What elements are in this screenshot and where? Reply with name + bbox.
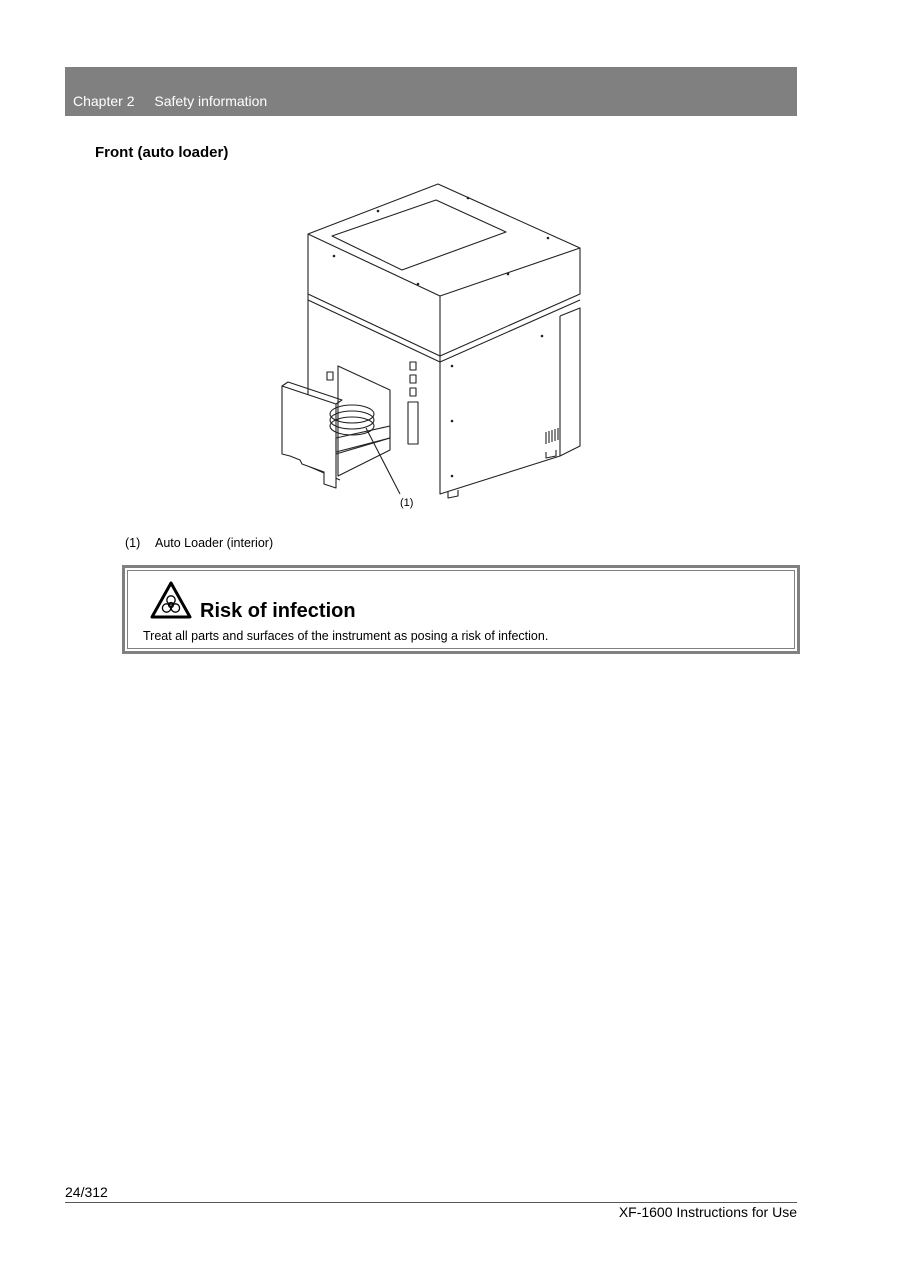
instrument-drawing (270, 176, 600, 521)
figure-callout-label: (1) (400, 497, 414, 509)
instrument-illustration (270, 176, 600, 521)
page-number: 24/312 (65, 1184, 108, 1200)
figure-caption (125, 536, 273, 550)
warning-box (122, 565, 800, 654)
caption-number: (1) (125, 536, 141, 550)
chapter-section-label: Safety information (154, 93, 268, 109)
warning-title: Risk of infection (200, 600, 356, 622)
warning-box-inner-border (127, 570, 795, 649)
footer-divider (65, 1202, 797, 1203)
caption-text: Auto Loader (interior) (155, 536, 274, 550)
section-title: Front (auto loader) (95, 144, 229, 161)
chapter-header-text (73, 93, 267, 109)
biohazard-warning-icon (150, 581, 192, 619)
document-title: XF-1600 Instructions for Use (618, 1204, 797, 1220)
chapter-label: Chapter 2 (73, 93, 135, 109)
warning-body: Treat all parts and surfaces of the instrument as posing a risk of infection. (143, 629, 549, 643)
chapter-header-bar (65, 67, 797, 116)
